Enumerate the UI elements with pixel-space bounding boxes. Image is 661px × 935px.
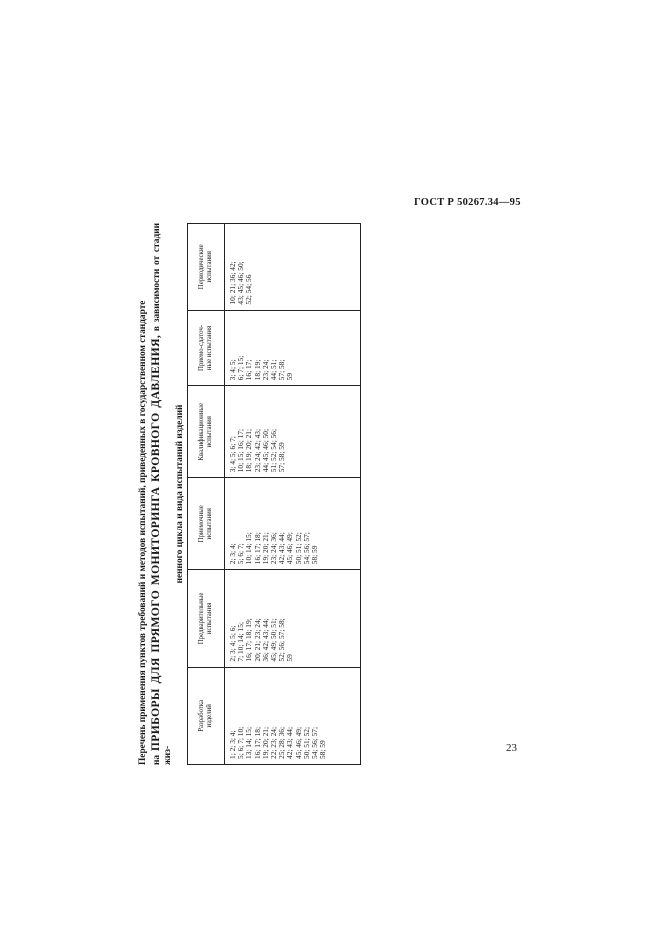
cell-line: 19; 20; 21; [260, 726, 270, 759]
cell-line: 16; 17; [244, 359, 254, 381]
cell-line: 10; 21; 36; 42; [228, 261, 237, 305]
cell-line: 2; 3; 4; [228, 543, 237, 565]
cell-line: 16; 17; 18; [252, 532, 262, 565]
caption-line2-suffix: в зависимости от стадии жиз- [151, 222, 174, 765]
cell-line: 23; 24; [260, 359, 270, 381]
table-cell [225, 667, 361, 764]
application-table [187, 223, 361, 765]
cell-line: 3; 4; 5; 6; 7; [228, 436, 237, 473]
cell-line: 45; 46; 49; [285, 532, 295, 565]
caption-line2-prefix: на [151, 754, 162, 765]
cell-line: 20; 21; 23; 24; [252, 618, 262, 662]
column-header: Периодические испытания [188, 224, 225, 311]
cell-line: 6; 7; 15; [236, 355, 246, 381]
cell-line: 50; 51; 52; [293, 532, 303, 565]
cell-line: 3; 4; 5; [228, 359, 237, 381]
cell-line: 58; 59 [318, 740, 328, 759]
cell-line: 59 [285, 372, 295, 381]
cell-line: 45; 49; 50; 51; [269, 618, 279, 662]
cell-line: 16; 17; 18; 19; [244, 618, 254, 662]
cell-line: 57; 58; [277, 359, 287, 381]
cell-line: 10; 15; 16; 17; [236, 428, 246, 473]
column-header: Разработка изделий [188, 667, 225, 764]
table-cell [225, 570, 361, 667]
caption-line1: Перечень применения пунктов требований и методов испытаний, приведенных в государственном стандарте [138, 300, 148, 765]
cell-line: 36; 42; 43; 44; [260, 618, 270, 662]
standard-code: ГОСТ Р 50267.34—95 [414, 197, 521, 208]
cell-line: 42; 43; 44; [285, 726, 295, 759]
column-header: Приемо-сдаточ- ные испытания [188, 310, 225, 386]
cell-line: 18; 19; [252, 359, 262, 381]
cell-line: 10; 14; 15; [244, 532, 254, 565]
rotated-table-block [138, 223, 364, 765]
table-header-row [188, 224, 225, 765]
cell-line: 44; 51; [269, 359, 279, 381]
cell-line: 13; 14; 15; [244, 726, 254, 759]
cell-line: 57; 58; 59 [277, 442, 287, 473]
cell-line: 23; 24; 36; [269, 532, 279, 565]
cell-line: 23; 24; 42; 43; [252, 428, 262, 473]
cell-line: 25; 28; 36; [277, 726, 287, 759]
cell-line: 43; 45; 46; 50; [236, 261, 246, 305]
column-header: Предварительные испытания [188, 570, 225, 667]
table-cell [225, 224, 361, 311]
cell-line: 5; 6; 7; 10; [236, 726, 246, 759]
cell-line: 51; 52; 54; 56; [269, 428, 279, 473]
cell-line: 5; 6; 7; [236, 543, 246, 565]
caption-device-name: ПРИБОРЫ ДЛЯ ПРЯМОГО МОНИТОРИНГА КРОВНОГО ДАВЛЕНИЯ, [148, 334, 162, 752]
column-header: Приемочные испытания [188, 478, 225, 570]
cell-line: 19; 20; 21; [260, 532, 270, 565]
cell-line: 7; 10; 14; 15; [236, 622, 246, 662]
cell-line: 52; 54; 56 [244, 274, 254, 305]
cell-line: 52; 56; 57; 58; [277, 618, 287, 662]
table-cell [225, 478, 361, 570]
cell-line: 1; 2; 3; 4; [228, 730, 237, 759]
cell-line: 54; 56; 57; [310, 726, 320, 759]
column-header: Квалификационные испытания [188, 386, 225, 478]
table-cell [225, 310, 361, 386]
cell-line: 44; 45; 46; 50; [260, 428, 270, 473]
cell-line: 50; 51; 52; [301, 726, 311, 759]
cell-line: 2; 3; 4; 5; 6; [228, 625, 237, 662]
cell-line: 18; 19; 20; 21; [244, 428, 254, 473]
caption-line3: ненного цикла и вида испытаний изделий [174, 404, 185, 584]
table-row [225, 224, 361, 765]
cell-line: 42; 43; 44; [277, 532, 287, 565]
cell-line: 54; 56; 57; [301, 532, 311, 565]
cell-line: 59 [285, 654, 295, 662]
cell-line: 16; 17; 18; [252, 726, 262, 759]
cell-line: 45; 46; 49; [293, 726, 303, 759]
table-caption [138, 223, 184, 765]
page-number: 23 [506, 742, 517, 754]
cell-line: 58; 59 [310, 545, 320, 565]
table-cell [225, 386, 361, 478]
cell-line: 22; 23; 24; [269, 726, 279, 759]
